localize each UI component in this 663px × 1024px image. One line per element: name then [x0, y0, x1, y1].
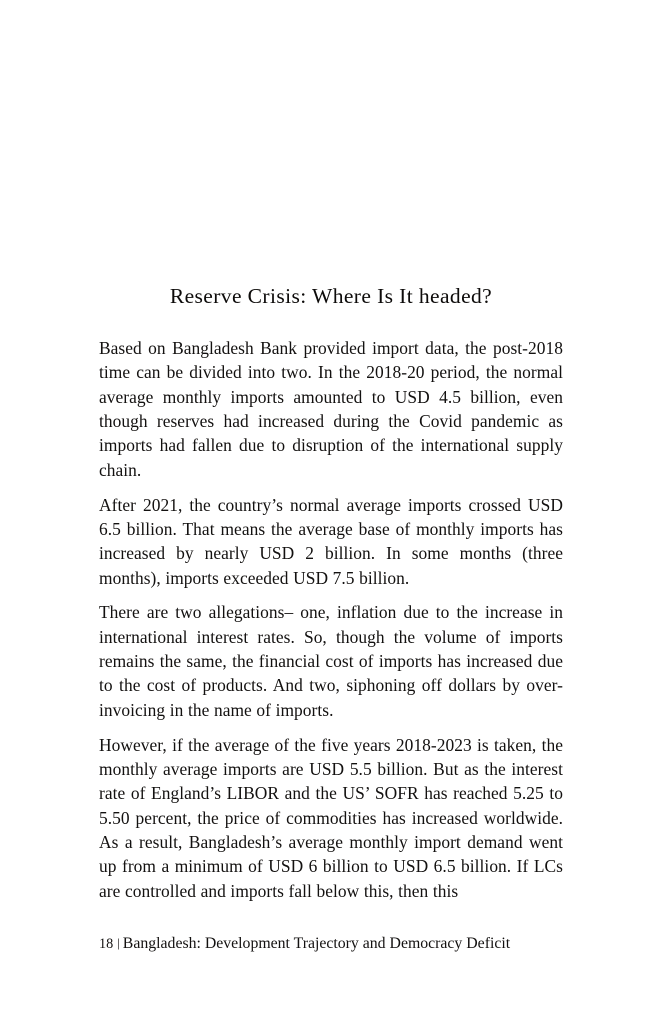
footer-book-title: Bangladesh: Development Trajectory and Democracy Deficit [122, 935, 511, 952]
body-paragraph-1: Based on Bangladesh Bank provided import data, the post-2018 time can be divided into two. In the 2018-20 period, the normal average monthly imports amounted to USD 4.5 billion, even though reserves had increased during the Covid pandemic as imports had fallen due to disruption of the international supply chain. [99, 338, 563, 480]
body-paragraph-4: However, if the average of the five years 2018-2023 is taken, the monthly average imports are USD 5.5 billion. But as the interest rate of England’s LIBOR and the US’ SOFR has reached 5.25 to 5.50 percent, the price of commodities has increased worldwide. As a result, Bangladesh’s average monthly import demand went up from a minimum of USD 6 billion to USD 6.5 billion. If LCs are controlled and imports fall below this, then this [99, 734, 563, 901]
footer-separator: | [117, 935, 120, 950]
body-paragraph-3: There are two allegations– one, inflation due to the increase in international interest rates. So, though the volume of imports remains the same, the financial cost of imports has increased due to the cost of products. And two, siphoning off dollars by over-invoicing in the name of imports. [99, 602, 563, 720]
page-footer [99, 934, 563, 954]
page-content [99, 282, 563, 903]
page-title: Reserve Crisis: Where Is It headed? [169, 284, 493, 308]
body-paragraph-2: After 2021, the country’s normal average imports crossed USD 6.5 billion. That means the average base of monthly imports has increased by nearly USD 2 billion. In some months (three months), imports exceeded USD 7.5 billion. [99, 494, 563, 588]
footer-page-number: 18 [99, 936, 114, 952]
